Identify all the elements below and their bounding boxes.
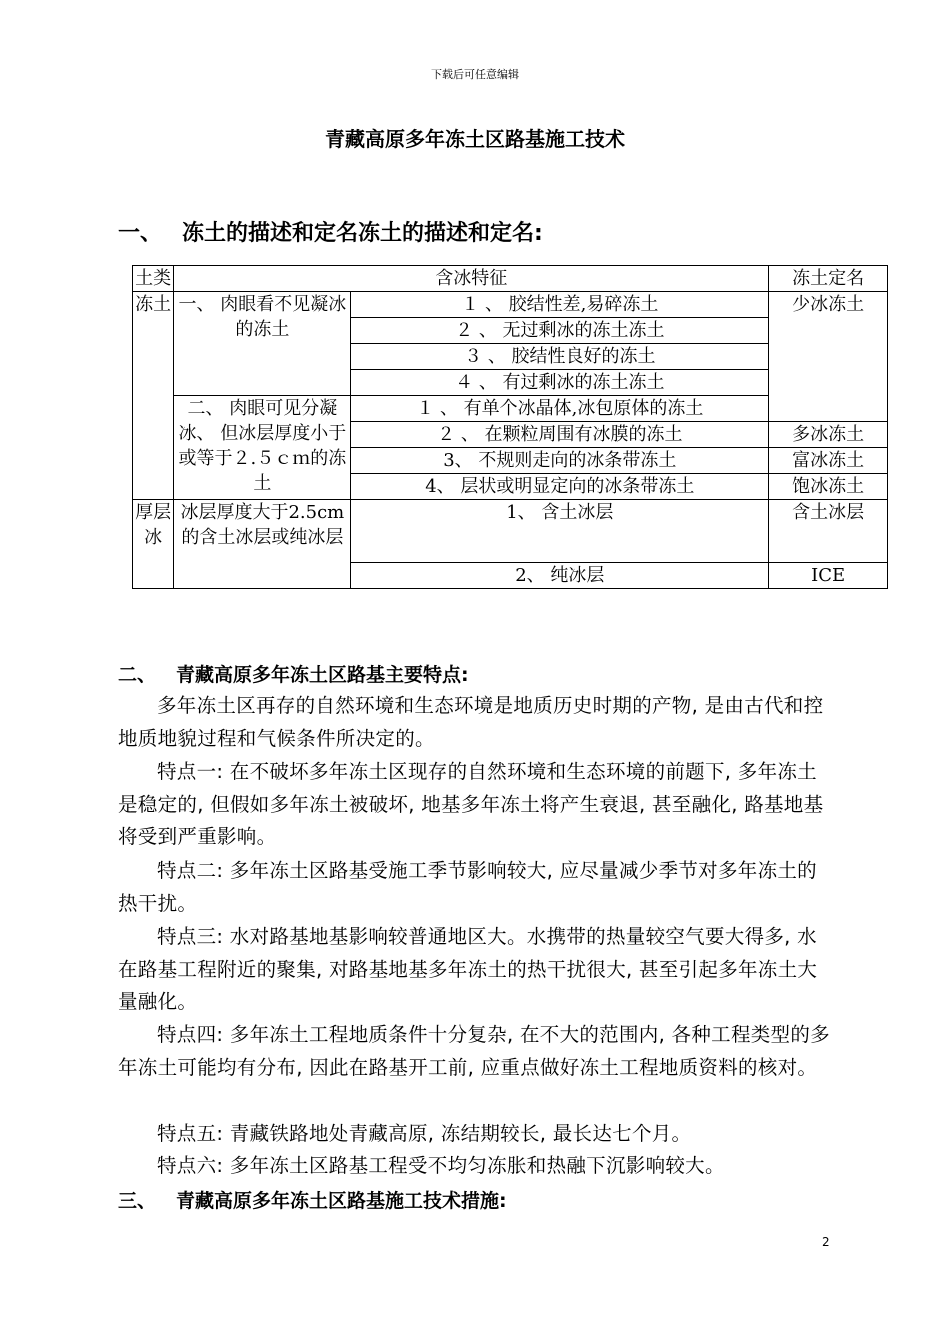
ice-name-cell: ICE bbox=[769, 563, 888, 589]
document-title: 青藏高原多年冻土区路基施工技术 bbox=[325, 127, 625, 151]
section-3-title: 青藏高原多年冻土区路基施工技术措施: bbox=[176, 1190, 507, 1212]
page-number: 2 bbox=[822, 1235, 830, 1249]
feature-cell: ４ 、 有过剩冰的冻土冻土 bbox=[351, 370, 769, 396]
section-2-title: 青藏高原多年冻土区路基主要特点: bbox=[176, 664, 469, 686]
rich-ice-name-cell: 富冰冻土 bbox=[769, 448, 888, 474]
table-row bbox=[133, 292, 888, 318]
paragraph: 特点一: 在不破坏多年冻土区现存的自然环境和生态环境的前题下, 多年冻土是稳定的, 但假如多年冻土被破坏, 地基多年冻土将产生衰退, 甚至融化, 路基地基将受到严重影响。 bbox=[118, 760, 824, 848]
feature-cell: 3、 不规则走向的冰条带冻土 bbox=[351, 448, 769, 474]
saturated-ice-name-cell: 饱冰冻土 bbox=[769, 474, 888, 500]
frozen-soil-table bbox=[132, 265, 888, 589]
feature-cell: ２ 、 无过剩冰的冻土冻土 bbox=[351, 318, 769, 344]
paragraph: 特点六: 多年冻土区路基工程受不均匀冻胀和热融下沉影响较大。 bbox=[157, 1154, 725, 1177]
frozen-soil-cell: 冻土 bbox=[133, 292, 174, 500]
group-2-cell: 二、 肉眼可见分凝冰、 但冰层厚度小于或等于２.５ｃｍ的冻土 bbox=[174, 396, 351, 500]
thick-ice-group-cell: 冰层厚度大于2.5cm 的含土冰层或纯冰层 bbox=[174, 500, 351, 589]
header-note: 下载后可任意编辑 bbox=[431, 68, 519, 81]
section-2-number: 二、 bbox=[118, 664, 157, 686]
feature-cell: 4、 层状或明显定向的冰条带冻土 bbox=[351, 474, 769, 500]
feature-cell: １ 、 胶结性差,易碎冻土 bbox=[351, 292, 769, 318]
table-row bbox=[133, 500, 888, 563]
feature-cell: ３ 、 胶结性良好的冻土 bbox=[351, 344, 769, 370]
section-2-heading bbox=[118, 660, 469, 687]
section-1-number: 一、 bbox=[118, 221, 163, 246]
section-1-heading bbox=[118, 216, 543, 247]
feature-cell: ２ 、 在颗粒周围有冰膜的冻土 bbox=[351, 422, 769, 448]
paragraph: 多年冻土区再存的自然环境和生态环境是地质历史时期的产物, 是由古代和控地质地貌过程和气候条件所决定的。 bbox=[118, 694, 824, 750]
feature-cell: 2、 纯冰层 bbox=[351, 563, 769, 589]
header-soil-name: 冻土定名 bbox=[769, 266, 888, 292]
paragraph: 特点五: 青藏铁路地处青藏高原, 冻结期较长, 最长达七个月。 bbox=[157, 1122, 692, 1145]
section-1-title: 冻土的描述和定名冻土的描述和定名: bbox=[182, 221, 543, 246]
feature-cell: 1、 含土冰层 bbox=[351, 500, 769, 563]
thick-ice-type-cell: 厚层冰 bbox=[133, 500, 174, 589]
paragraph: 特点四: 多年冻土工程地质条件十分复杂, 在不大的范围内, 各种工程类型的多年冻土可能均有分布, 因此在路基开工前, 应重点做好冻土工程地质资料的核对。 bbox=[118, 1023, 830, 1079]
feature-cell: １ 、 有单个冰晶体,冰包原体的冻土 bbox=[351, 396, 769, 422]
soil-ice-layer-name-cell: 含土冰层 bbox=[769, 500, 888, 563]
paragraph: 特点三: 水对路基地基影响较普通地区大。水携带的热量较空气要大得多, 水在路基工程附近的聚集, 对路基地基多年冻土的热干扰很大, 甚至引起多年冻土大量融化。 bbox=[118, 925, 818, 1013]
section-3-heading bbox=[118, 1186, 507, 1213]
much-ice-name-cell: 多冰冻土 bbox=[769, 422, 888, 448]
paragraph: 特点二: 多年冻土区路基受施工季节影响较大, 应尽量减少季节对多年冻土的热干扰。 bbox=[118, 859, 817, 915]
table-header-row bbox=[133, 266, 888, 292]
header-soil-type: 土类 bbox=[133, 266, 174, 292]
section-3-number: 三、 bbox=[118, 1190, 157, 1212]
header-ice-feature: 含冰特征 bbox=[174, 266, 769, 292]
group-1-cell: 一、 肉眼看不见凝冰的冻土 bbox=[174, 292, 351, 396]
less-ice-name-cell: 少冰冻土 bbox=[769, 292, 888, 422]
